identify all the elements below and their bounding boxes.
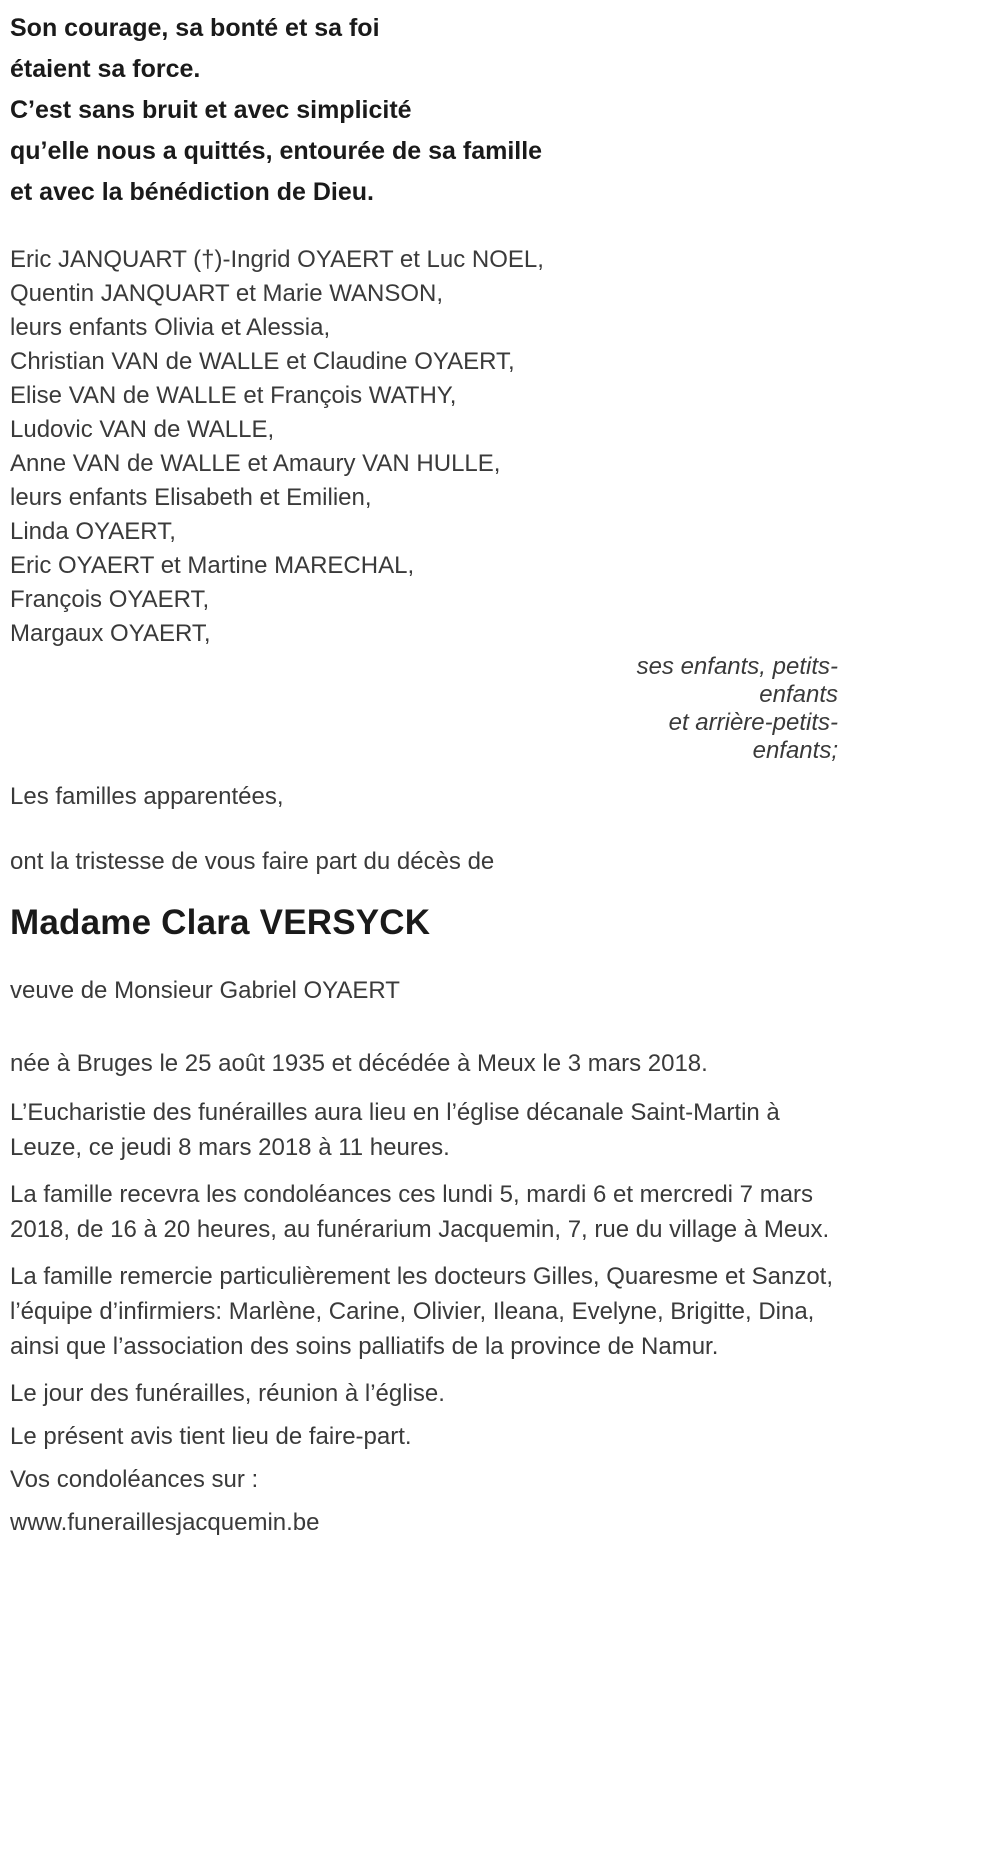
epigraph [10, 8, 1000, 213]
family-line: Ludovic VAN de WALLE, [10, 416, 275, 443]
relation-line: et arrière-petits- [668, 709, 838, 736]
epigraph-line: C’est sans bruit et avec simplicité [10, 96, 412, 124]
relation-line: enfants [759, 681, 838, 708]
family-line: Eric OYAERT et Martine MARECHAL, [10, 552, 415, 579]
family-line: Eric JANQUART (†)-Ingrid OYAERT et Luc NOEL, [10, 246, 544, 273]
relation-note [10, 653, 838, 765]
paragraph-remerciements: La famille remercie particulièrement les docteurs Gilles, Quaresme et Sanzot, l’équipe d’infirmiers: Marlène, Carine, Olivier, Ileana, Evelyne, Brigitte, Dina, ainsi que l’association des soins palliatifs de la province de Namur. [10, 1263, 834, 1360]
epigraph-line: et avec la bénédiction de Dieu. [10, 178, 375, 206]
family-line: Anne VAN de WALLE et Amaury VAN HULLE, [10, 450, 501, 477]
condolences-label: Vos condoléances sur : [10, 1466, 259, 1493]
paragraph-eucharistie: L’Eucharistie des funérailles aura lieu en l’église décanale Saint-Martin à Leuze, ce jeudi 8 mars 2018 à 11 heures. [10, 1099, 780, 1161]
family-line: leurs enfants Elisabeth et Emilien, [10, 484, 372, 511]
epigraph-line: qu’elle nous a quittés, entourée de sa famille [10, 137, 543, 165]
birth-death-line: née à Bruges le 25 août 1935 et décédée à Meux le 3 mars 2018. [10, 1050, 708, 1077]
paragraph-reunion-eglise: Le jour des funérailles, réunion à l’église. [10, 1380, 445, 1407]
paragraph-condoleances-horaires: La famille recevra les condoléances ces lundi 5, mardi 6 et mercredi 7 mars 2018, de 16 à 20 heures, au funérarium Jacquemin, 7, rue du village à Meux. [10, 1181, 830, 1243]
family-line: Quentin JANQUART et Marie WANSON, [10, 280, 444, 307]
family-line: Elise VAN de WALLE et François WATHY, [10, 382, 457, 409]
family-line: Linda OYAERT, [10, 518, 176, 545]
relation-line: ses enfants, petits- [636, 653, 838, 680]
related-families-line: Les familles apparentées, [10, 783, 284, 810]
relation-line: enfants; [752, 737, 838, 764]
epigraph-line: étaient sa force. [10, 55, 201, 83]
deceased-name: Madame Clara VERSYCK [10, 903, 431, 942]
announcement-line: ont la tristesse de vous faire part du décès de [10, 848, 495, 875]
website-link[interactable]: www.funeraillesjacquemin.be [10, 1509, 320, 1536]
family-line: Christian VAN de WALLE et Claudine OYAERT, [10, 348, 515, 375]
family-line: leurs enfants Olivia et Alessia, [10, 314, 331, 341]
family-line: François OYAERT, [10, 586, 210, 613]
epigraph-line: Son courage, sa bonté et sa foi [10, 14, 380, 42]
paragraph-avis-faire-part: Le présent avis tient lieu de faire-part. [10, 1423, 412, 1450]
widow-line: veuve de Monsieur Gabriel OYAERT [10, 977, 400, 1004]
family-list [10, 243, 1000, 651]
family-line: Margaux OYAERT, [10, 620, 211, 647]
